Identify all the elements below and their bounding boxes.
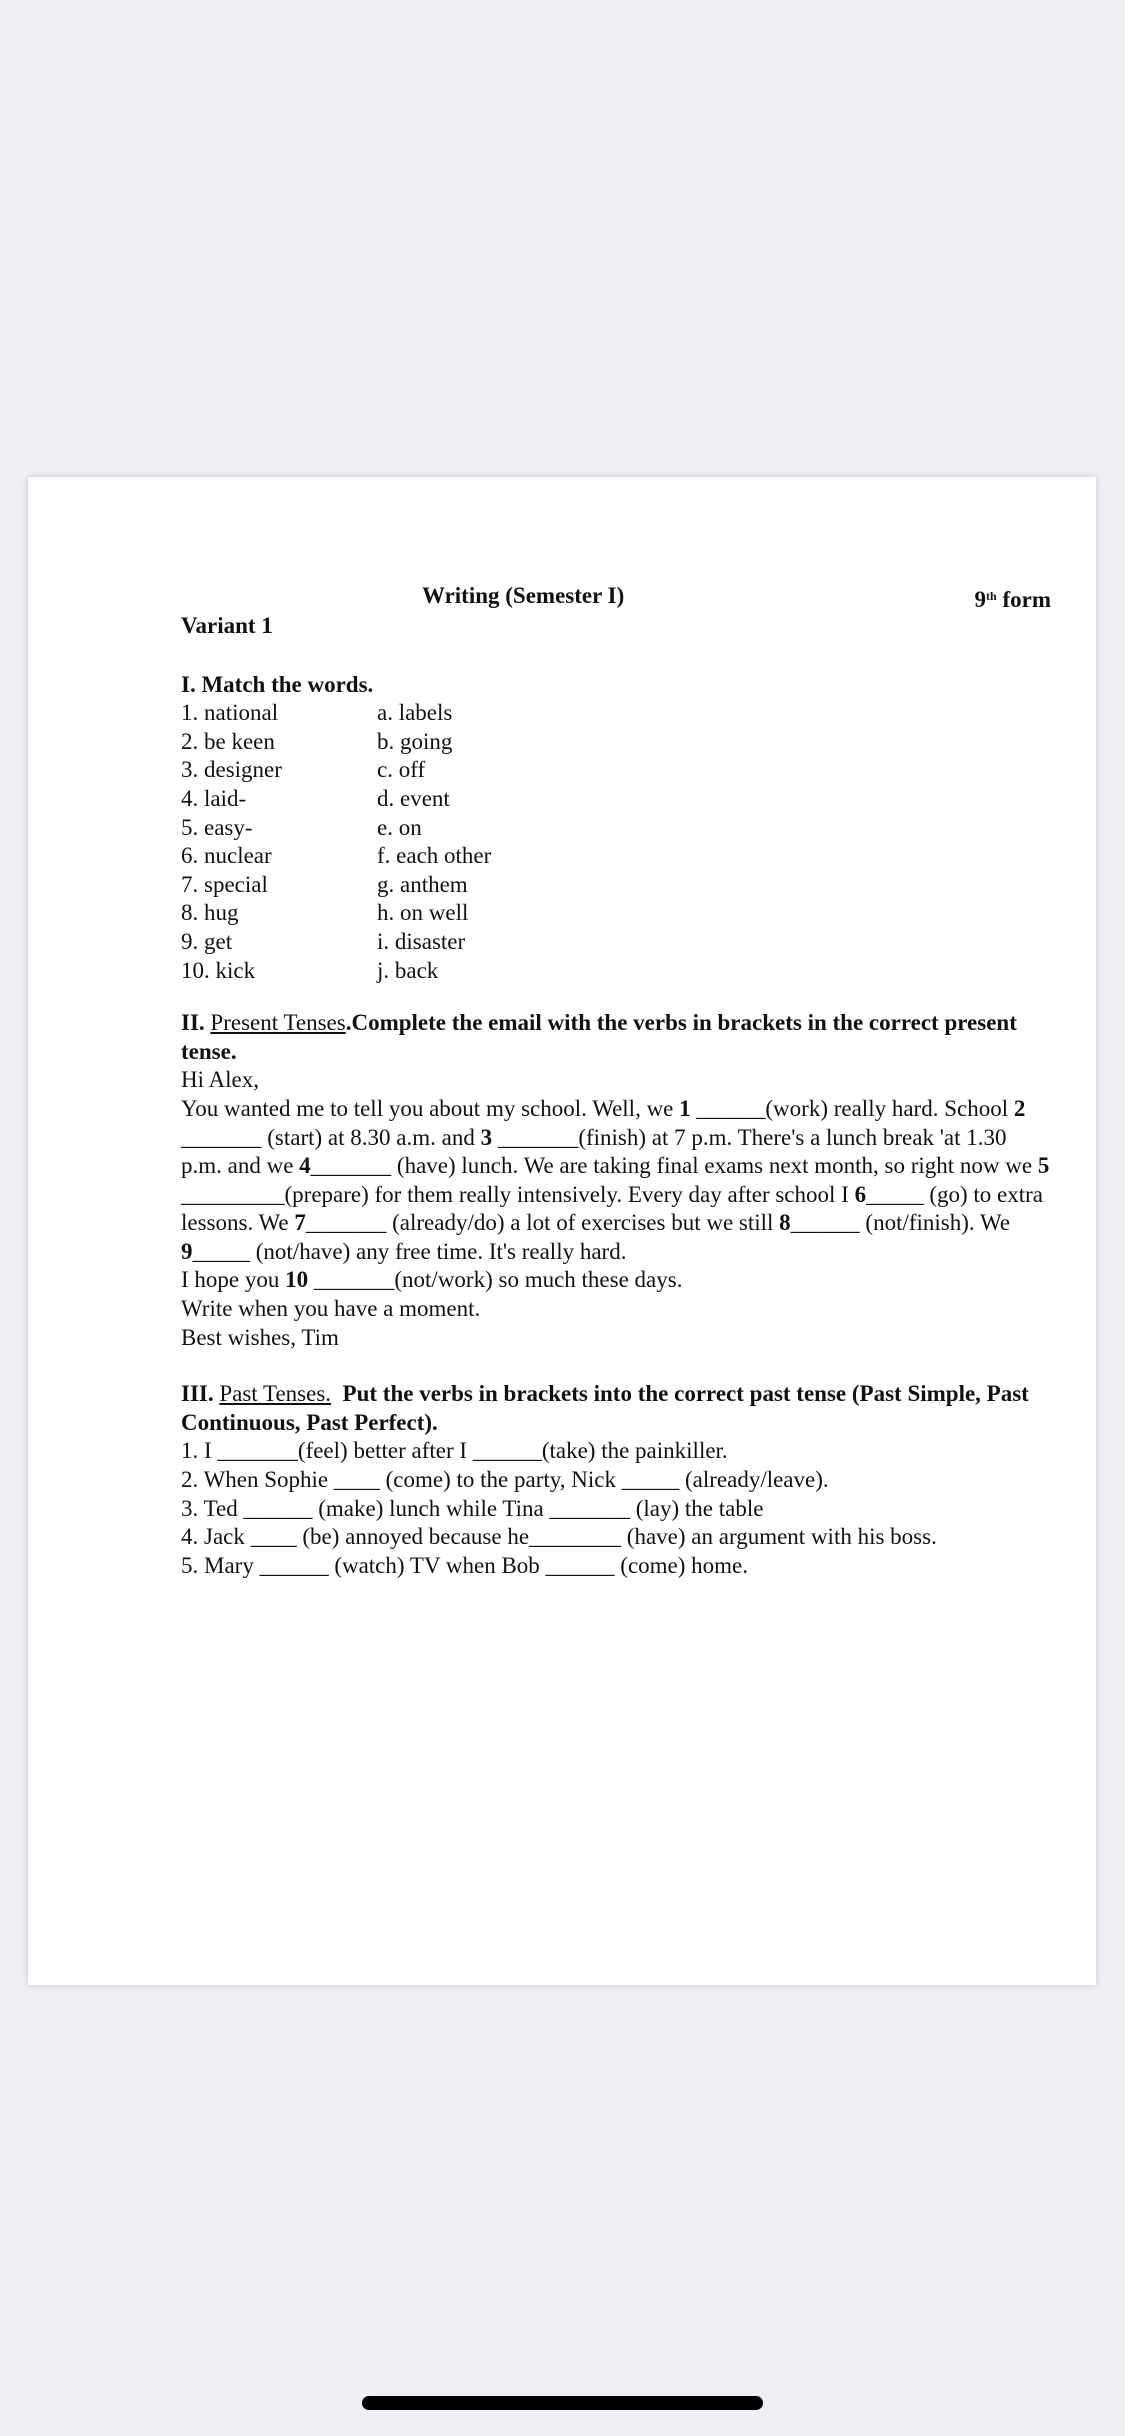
match-right-item: f. each other [377,843,492,869]
exercise-item: 5. Mary ______ (watch) TV when Bob ______ (come) home. [181,1552,749,1578]
section1-heading: I. Match the words. [181,671,374,697]
gap-number: 3 [480,1124,493,1150]
email-text: _______(finish) at 7 p.m. There's a lunch break 'at 1.30 p.m. and we [181,1124,1007,1179]
section2-heading: II. Present Tenses.Complete the email with the verbs in brackets in the correct present tense. [181,1010,1017,1064]
email-text: _________(prepare) for them really intensively. Every day after school I [181,1181,855,1207]
match-row [181,814,1051,843]
match-right-item: a. labels [377,700,453,726]
header-row [181,582,1051,612]
match-right-item: d. event [377,785,450,811]
form-label: 9th form [974,587,1051,612]
match-row [181,842,1051,871]
gap-number: 7 [294,1210,306,1236]
email-paragraph [181,1266,1051,1295]
section3-heading: III. Past Tenses. Put the verbs in brackets into the correct past tense (Past Simple, Past Continuous, Past Perfect). [181,1381,1035,1435]
match-left-item: 9. get [181,928,233,954]
gap-number: 6 [854,1181,867,1207]
section2-topic: Present Tenses [210,1010,346,1036]
email-text: You wanted me to tell you about my school. Well, we [181,1095,680,1121]
past-tense-list [181,1437,1051,1580]
match-left-item: 2. be keen [181,728,275,754]
match-right-item: e. on [377,814,422,840]
email-paragraph [181,1095,1051,1267]
gap-number: 8 [779,1210,791,1236]
email-closing: Write when you have a moment. [181,1296,481,1322]
match-right-item: c. off [377,757,426,783]
exercise-item: 3. Ted ______ (make) lunch while Tina _______ (lay) the table [181,1495,764,1521]
document-page [28,477,1096,1985]
gap-number: 9 [181,1238,193,1264]
home-indicator[interactable] [362,2396,763,2410]
match-left-item: 5. easy- [181,814,253,840]
match-right-item: j. back [377,957,439,983]
match-row [181,756,1051,785]
section3-topic: Past Tenses. [219,1381,332,1407]
match-right-item: i. disaster [377,928,466,954]
gap-number: 10 [285,1267,309,1293]
match-list [181,699,1051,985]
email-text: ______ (not/finish). We [790,1210,1011,1236]
email-body [181,1095,1051,1295]
match-row [181,699,1051,728]
match-row [181,928,1051,957]
exercise-item: 1. I _______(feel) better after I ______(take) the painkiller. [181,1438,728,1464]
email-text: _______ (start) at 8.30 a.m. and [181,1124,481,1150]
match-row [181,957,1051,986]
email-text: _______(not/work) so much these days. [308,1267,683,1293]
email-greeting: Hi Alex, [181,1067,259,1093]
match-left-item: 8. hug [181,900,239,926]
match-row [181,785,1051,814]
gap-number: 2 [1013,1095,1026,1121]
email-text: _______ (have) lunch. We are taking final exams next month, so right now we [310,1153,1038,1179]
match-left-item: 3. designer [181,757,282,783]
variant-label: Variant 1 [181,613,273,638]
match-row [181,871,1051,900]
gap-number: 1 [679,1095,691,1121]
match-row [181,899,1051,928]
exercise-item: 4. Jack ____ (be) annoyed because he________ (have) an argument with his boss. [181,1524,937,1550]
email-text: _____ (go) to extra lessons. We [181,1181,1044,1236]
document-title: Writing (Semester I) [422,583,625,608]
exercise-item: 2. When Sophie ____ (come) to the party, Nick _____ (already/leave). [181,1467,829,1493]
match-right-item: g. anthem [377,871,468,897]
gap-number: 4 [299,1153,311,1179]
email-text: _______ (already/do) a lot of exercises but we still [305,1210,780,1236]
match-left-item: 10. kick [181,957,256,983]
match-left-item: 6. nuclear [181,843,272,869]
match-left-item: 1. national [181,700,279,726]
email-text: ______(work) really hard. School [690,1095,1014,1121]
match-right-item: h. on well [377,900,469,926]
match-left-item: 4. laid- [181,785,247,811]
document-content [181,582,1051,1580]
email-text: _____ (not/have) any free time. It's really hard. [192,1238,627,1264]
match-row [181,728,1051,757]
gap-number: 5 [1037,1153,1050,1179]
match-right-item: b. going [377,728,453,754]
match-left-item: 7. special [181,871,268,897]
email-signature: Best wishes, Tim [181,1324,339,1350]
email-text: I hope you [181,1267,286,1293]
